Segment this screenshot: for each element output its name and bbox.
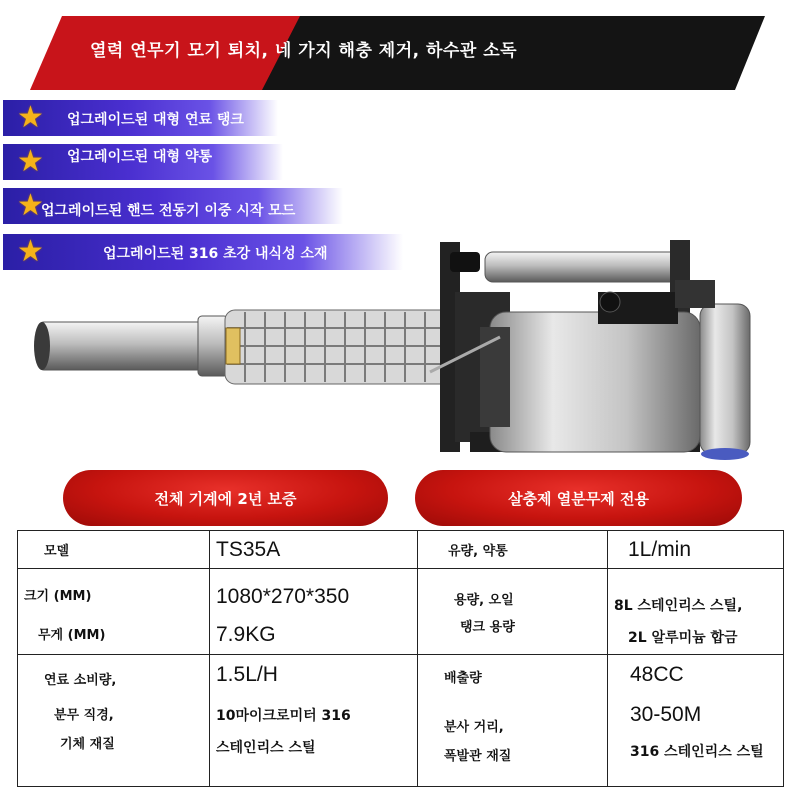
star-icon: ★	[17, 144, 44, 179]
feature-label: 업그레이드된 핸드 전동기 이중 시작 모드	[41, 203, 296, 219]
spec-value: 1.5L/H	[216, 663, 278, 686]
spec-label: 모델	[18, 531, 210, 569]
spec-label: 크기 (MM)	[24, 589, 92, 604]
spec-value-cell	[608, 655, 784, 787]
banner-title: 열력 연무기 모기 퇴치, 네 가지 해충 제거, 하수관 소독	[90, 41, 518, 61]
feature-label: 업그레이드된 대형 연료 탱크	[67, 112, 244, 128]
spec-value: 2L 알루미늄 합금	[628, 630, 738, 646]
spec-value: 7.9KG	[216, 623, 276, 646]
spec-label: 폭발관 재질	[444, 749, 512, 764]
spec-value-cell	[210, 569, 418, 655]
feature-label: 업그레이드된 316 초강 내식성 소재	[103, 246, 328, 262]
spec-value: 10마이크로미터 316	[216, 708, 351, 724]
table-row	[18, 531, 784, 569]
spec-label: 분무 직경,	[54, 708, 114, 723]
spec-value-cell	[210, 655, 418, 787]
table-row	[18, 569, 784, 655]
spec-label-cell	[18, 569, 210, 655]
pesticide-badge: 살충제 열분무제 전용	[415, 470, 742, 526]
spec-label-cell	[18, 655, 210, 787]
feature-label: 업그레이드된 대형 약통	[67, 149, 212, 165]
spec-table	[17, 530, 784, 787]
spec-value: 8L 스테인리스 스틸,	[614, 598, 743, 614]
spec-label: 탱크 용량	[460, 620, 515, 635]
table-row	[18, 655, 784, 787]
spec-label-cell	[418, 655, 608, 787]
spec-label-cell	[418, 569, 608, 655]
spec-value: 스테인리스 스틸	[216, 740, 316, 756]
spec-label: 용량, 오일	[454, 593, 514, 608]
spec-value-cell	[608, 569, 784, 655]
star-icon: ★	[17, 100, 44, 135]
spec-label: 기체 재질	[60, 737, 115, 752]
spec-value: 48CC	[630, 663, 684, 686]
spec-value: TS35A	[210, 531, 418, 569]
spec-label: 연료 소비량,	[44, 673, 117, 688]
star-icon: ★	[17, 234, 44, 269]
spec-value: 1L/min	[608, 531, 784, 569]
fogger-machine-image	[30, 232, 760, 477]
feature-bar-starter	[3, 188, 343, 224]
spec-label: 유량, 약통	[418, 531, 608, 569]
warranty-badge: 전체 기계에 2년 보증	[63, 470, 388, 526]
spec-label: 배출량	[444, 671, 482, 686]
star-icon: ★	[17, 188, 44, 223]
feature-bar-chemical-tank	[3, 144, 283, 180]
spec-value: 30-50M	[630, 703, 702, 726]
spec-value: 316 스테인리스 스틸	[630, 744, 764, 760]
feature-bar-fuel-tank	[3, 100, 278, 136]
spec-label: 분사 거리,	[444, 720, 504, 735]
spec-label: 무게 (MM)	[38, 628, 106, 643]
spec-value: 1080*270*350	[216, 585, 350, 608]
